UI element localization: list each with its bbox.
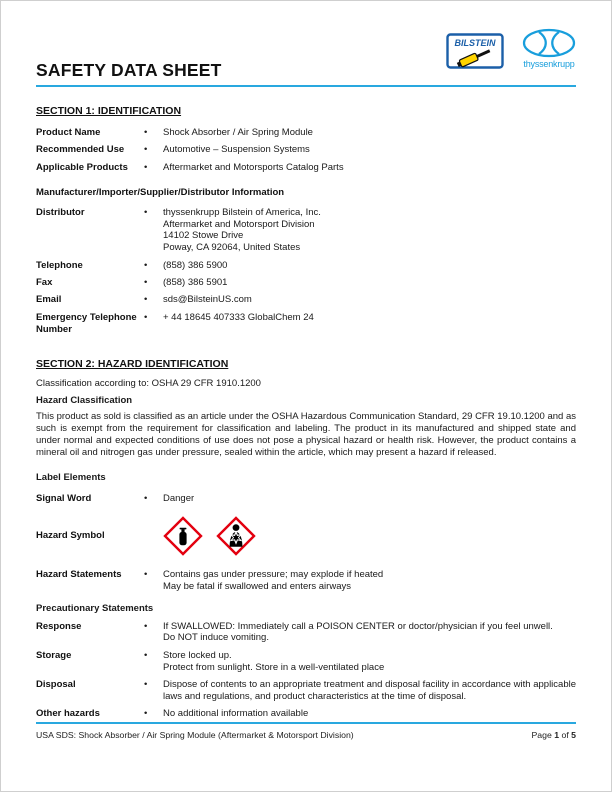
field-label: Other hazards: [36, 708, 100, 720]
field-label: Distributor: [36, 206, 85, 218]
ghs-pictograms: [163, 516, 576, 556]
bullet: [141, 650, 163, 674]
thyssenkrupp-logo: [522, 28, 576, 69]
field-value: If SWALLOWED: Immediately call a POISON CENTER or doctor/physician if you feel unwell.: [163, 620, 553, 632]
field-row-recommended-use: [36, 144, 576, 156]
field-value: + 44 18645 407333 GlobalChem 24: [163, 311, 314, 323]
field-row-telephone: [36, 260, 576, 272]
field-label: Recommended Use: [36, 144, 125, 156]
field-row-emergency-telephone: [36, 312, 576, 336]
signal-word-value: Danger: [163, 493, 195, 504]
header-logos: [446, 28, 576, 69]
field-row-hazard-symbol: [36, 516, 576, 556]
field-row-disposal: [36, 679, 576, 703]
field-row-email: [36, 294, 576, 306]
field-label: Applicable Products: [36, 161, 128, 173]
bullet: [141, 569, 163, 593]
field-row-product-name: [36, 127, 576, 139]
field-label: Signal Word: [36, 493, 92, 504]
bullet: [141, 312, 163, 336]
hazard-classification-text: This product as sold is classified as an article under the OSHA Hazardous Communication Standard, 29 CFR 19.10.1200 and as such is exempt from the requirement for classification and labeling. The product in its manufactured and shipped state and under normal and expected conditions of use does not pose a physical hazard or health risk. However, the product contains a mineral oil and nitrogen gas under pressure, sealed within the article, which may present a hazard if released.: [36, 411, 576, 459]
bullet: [141, 493, 163, 505]
title-rule: [36, 85, 576, 87]
field-value: Aftermarket and Motorsports Catalog Parts: [163, 161, 344, 173]
field-row-response: [36, 621, 576, 645]
field-row-applicable-products: [36, 162, 576, 174]
thyssenkrupp-logo-mark-icon: [522, 28, 576, 58]
bilstein-logo: [446, 33, 504, 69]
thyssenkrupp-logo-text: thyssenkrupp: [523, 59, 575, 69]
field-value: (858) 386 5901: [163, 277, 228, 288]
field-value: Store locked up.: [163, 649, 232, 661]
field-label: Product Name: [36, 127, 101, 138]
bullet: [141, 294, 163, 306]
field-row-storage: [36, 650, 576, 674]
page-title: SAFETY DATA SHEET: [36, 60, 222, 80]
field-label: Hazard Statements: [36, 568, 122, 580]
page-number-indicator: Page 1 of 5: [531, 729, 576, 740]
field-value: Automotive – Suspension Systems: [163, 144, 310, 156]
field-value: 14102 Stowe Drive: [163, 230, 244, 242]
field-value: No additional information available: [163, 708, 309, 720]
page-footer: [36, 722, 576, 740]
ghs04-gas-cylinder-pictogram-icon: [163, 516, 203, 556]
bullet: [141, 260, 163, 272]
field-label: Disposal: [36, 679, 76, 690]
ghs08-health-hazard-pictogram-icon: [216, 516, 256, 556]
field-value: May be fatal if swallowed and enters airways: [163, 580, 351, 592]
field-value: Protect from sunlight. Store in a well-ventilated place: [163, 661, 385, 673]
field-label: Emergency Telephone Number: [36, 311, 137, 335]
bullet: [141, 621, 163, 645]
field-row-signal-word: [36, 493, 576, 505]
bullet: [141, 162, 163, 174]
field-label: Email: [36, 294, 62, 306]
bullet: [141, 207, 163, 255]
section-1-heading: SECTION 1: IDENTIFICATION: [36, 105, 182, 117]
label-elements-heading: Label Elements: [36, 472, 106, 484]
email-value: sds@BilsteinUS.com: [163, 294, 252, 306]
field-value: Poway, CA 92064, United States: [163, 242, 301, 254]
field-row-hazard-statements: [36, 569, 576, 593]
footer-document-title: USA SDS: Shock Absorber / Air Spring Module (Aftermarket & Motorsport Division): [36, 729, 354, 740]
bullet: [141, 277, 163, 289]
field-label: Fax: [36, 277, 53, 288]
manufacturer-info-subheading: Manufacturer/Importer/Supplier/Distributor Information: [36, 186, 285, 198]
field-value: thyssenkrupp Bilstein of America, Inc.: [163, 206, 321, 218]
field-row-distributor: [36, 207, 576, 255]
bullet: [141, 144, 163, 156]
hazard-classification-heading: Hazard Classification: [36, 395, 133, 407]
field-label: Response: [36, 620, 82, 632]
field-label: Storage: [36, 649, 72, 661]
field-value: Aftermarket and Motorsport Division: [163, 218, 315, 230]
field-value: Shock Absorber / Air Spring Module: [163, 127, 313, 138]
bilstein-logo-text: BILSTEIN: [454, 38, 496, 48]
classification-line: Classification according to: OSHA 29 CFR 1910.1200: [36, 377, 261, 389]
footer-rule: [36, 722, 576, 724]
field-value: (858) 386 5900: [163, 259, 228, 271]
field-value: Contains gas under pressure; may explode if heated: [163, 568, 384, 580]
field-row-other-hazards: [36, 708, 576, 720]
field-value: Do NOT induce vomiting.: [163, 632, 269, 644]
field-label: Telephone: [36, 259, 83, 271]
bullet: [141, 127, 163, 139]
precautionary-statements-heading: Precautionary Statements: [36, 602, 154, 614]
field-label: Hazard Symbol: [36, 529, 105, 541]
bullet: [141, 708, 163, 720]
field-row-fax: [36, 277, 576, 289]
field-value: Dispose of contents to an appropriate treatment and disposal facility in accordance with applicable laws and regulations, and product characteristics at the time of disposal.: [163, 679, 576, 702]
section-2-heading: SECTION 2: HAZARD IDENTIFICATION: [36, 357, 229, 370]
bullet: [141, 679, 163, 703]
